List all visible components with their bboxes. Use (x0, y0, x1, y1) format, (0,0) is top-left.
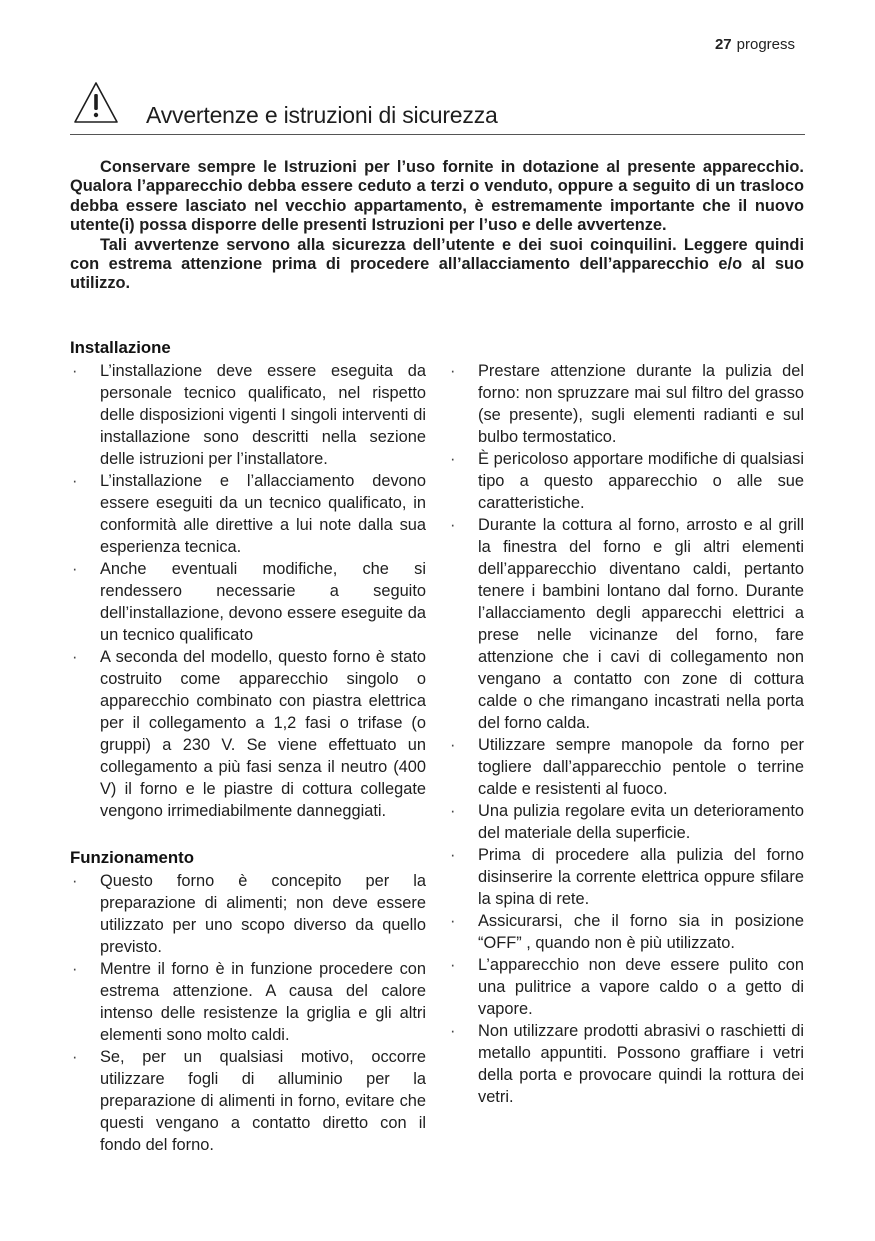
page-header (715, 36, 795, 53)
list-item (448, 800, 804, 844)
warning-triangle-icon (72, 80, 120, 126)
list-item-text: L’apparecchio non deve essere pulito con una pulitrice a vapore caldo o a getto di vapore. (478, 956, 804, 1018)
list-item (70, 1046, 426, 1156)
bullet: · (450, 912, 456, 930)
list-item (448, 1020, 804, 1108)
list-item (448, 514, 804, 734)
list-item (448, 360, 804, 448)
list-item-text: Assicurarsi, che il forno sia in posizione “OFF” , quando non è più utilizzato. (478, 912, 804, 952)
list-item-text: Prima di procedere alla pulizia del forno disinserire la corrente elettrica oppure sfilare la spina di rete. (478, 846, 804, 908)
list-item-text: L’installazione deve essere eseguita da personale tecnico qualificato, nel rispetto delle disposizioni vigenti I singoli interventi di installazione sono descritti nella sezione delle istruzioni per l’installatore. (100, 362, 426, 468)
bullet: · (72, 1048, 78, 1066)
list-item (70, 470, 426, 558)
bullet: · (450, 736, 456, 754)
section-title: Avvertenze e istruzioni di sicurezza (146, 102, 498, 128)
list-item-text: L’installazione e l’allacciamento devono essere eseguiti da un tecnico qualificato, in conformità alle direttive a lui note dalla sua esperienza tecnica. (100, 472, 426, 556)
list-item-text: Anche eventuali modifiche, che si rendessero necessarie a seguito dell’installazione, devono essere eseguite da un tecnico qualificato (100, 560, 426, 644)
list-item (70, 646, 426, 822)
list-item (448, 448, 804, 514)
list-item-text: A seconda del modello, questo forno è stato costruito come apparecchio singolo o apparecchio combinato con piastra elettrica per il collegamento a 1,2 fasi o trifase (o gruppi) a 230 V. Se viene effettuato un collegamento a più fasi senza il neutro (400 V) il forno e le piastre di cottura collegate vengono irrimediabilmente danneggiati. (100, 648, 426, 820)
list-item-text: Se, per un qualsiasi motivo, occorre utilizzare fogli di alluminio per la preparazione di alimenti in forno, evitare che questi vengano a contatto diretto con il fondo del forno. (100, 1048, 426, 1154)
intro-paragraph: Tali avvertenze servono alla sicurezza dell’utente e dei suoi coinquilini. Leggere quindi con estrema attenzione prima di procedere all’allacciamento dell’apparecchio e/o al suo utilizzo. (70, 235, 804, 293)
installazione-list (70, 360, 426, 822)
bullet: · (450, 956, 456, 974)
heading-funzionamento: Funzionamento (70, 848, 194, 867)
bullet: · (450, 802, 456, 820)
intro-paragraph: Conservare sempre le Istruzioni per l’uso fornite in dotazione al presente apparecchio. Qualora l’apparecchio debba essere ceduto a terzi o venduto, oppure a seguito di un trasloco debba essere lasciato nel vecchio appartamento, è estremamente importante che il nuovo utente(i) possa disporre delle presenti Istruzioni per l’uso e delle avvertenze. (70, 158, 804, 235)
list-item (70, 870, 426, 958)
bullet: · (450, 516, 456, 534)
bullet: · (72, 362, 78, 380)
list-item (448, 734, 804, 800)
funzionamento-list (70, 870, 426, 1156)
safety-list (448, 360, 804, 1108)
right-column (448, 360, 804, 1108)
bullet: · (72, 648, 78, 666)
list-item-text: Durante la cottura al forno, arrosto e al grill la finestra del forno e gli altri elementi dell’apparecchio diventano caldi, pertanto tenere i bambini lontano dal forno. Durante l’allacciamento degli apparecchi elettrici a prese nelle vicinanze del forno, fare attenzione che i cavi di collegamento non vengano a contatto con zone di cottura calde o che rimangano incastrati nella porta del forno calda. (478, 516, 804, 732)
list-item-text: Questo forno è concepito per la preparazione di alimenti; non deve essere utilizzato per uno scopo diverso da quello previsto. (100, 872, 426, 956)
list-item-text: Utilizzare sempre manopole da forno per togliere dall’apparecchio pentole o terrine calde e resistenti al fuoco. (478, 736, 804, 798)
list-item-text: Mentre il forno è in funzione procedere con estrema attenzione. A causa del calore intenso delle resistenze la griglia e gli altri elementi sono molto caldi. (100, 960, 426, 1044)
bullet: · (450, 1022, 456, 1040)
bullet: · (72, 872, 78, 890)
list-item (70, 958, 426, 1046)
list-item-text: Una pulizia regolare evita un deterioramento del materiale della superficie. (478, 802, 804, 842)
list-item (448, 954, 804, 1020)
list-item (70, 360, 426, 470)
list-item (448, 910, 804, 954)
list-item-text: Prestare attenzione durante la pulizia del forno: non spruzzare mai sul filtro del grasso (se presente), sugli elementi radianti e sul bulbo termostatico. (478, 362, 804, 446)
bullet: · (450, 362, 456, 380)
bullet: · (72, 960, 78, 978)
list-item-text: È pericoloso apportare modifiche di qualsiasi tipo a questo apparecchio o alle sue caratteristiche. (478, 450, 804, 512)
list-item (448, 844, 804, 910)
bullet: · (72, 472, 78, 490)
left-column (70, 336, 426, 1156)
intro-text (70, 158, 804, 294)
list-item (70, 558, 426, 646)
bullet: · (450, 450, 456, 468)
bullet: · (72, 560, 78, 578)
page-number: 27 (714, 36, 732, 53)
bullet: · (450, 846, 456, 864)
list-item-text: Non utilizzare prodotti abrasivi o raschietti di metallo appuntiti. Possono graffiare i vetri della porta e provocare quindi la rottura dei vetri. (478, 1022, 804, 1106)
heading-installazione: Installazione (70, 338, 171, 357)
brand-name: progress (736, 36, 795, 53)
section-header (70, 80, 805, 135)
